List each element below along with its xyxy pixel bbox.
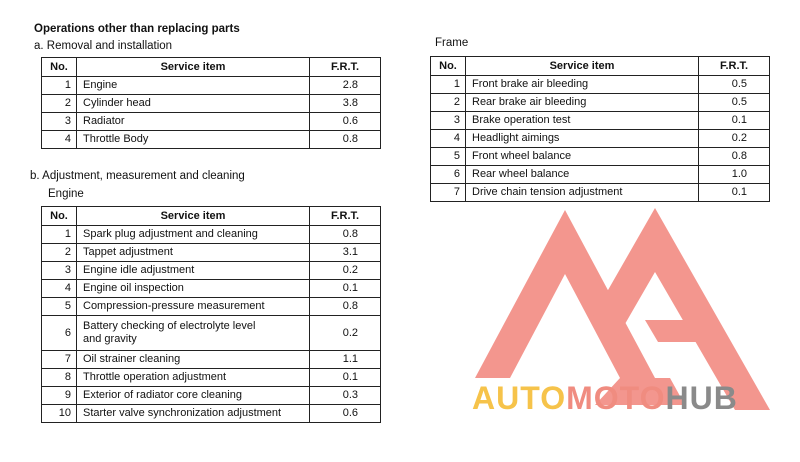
- row-frt: 0.1: [699, 184, 770, 202]
- table-row: [42, 226, 381, 244]
- page-heading: Operations other than replacing parts: [34, 23, 240, 35]
- row-no: 2: [42, 95, 77, 113]
- row-frt: 0.8: [310, 298, 381, 316]
- row-no: 3: [431, 112, 466, 130]
- table-row: [42, 316, 381, 351]
- col-no-header: No.: [42, 207, 77, 226]
- row-frt: 0.2: [310, 262, 381, 280]
- row-frt: 0.2: [310, 316, 381, 351]
- frame-label: Frame: [435, 37, 469, 49]
- row-item: Starter valve synchronization adjustment: [77, 405, 310, 423]
- row-no: 5: [42, 298, 77, 316]
- table-row: [42, 244, 381, 262]
- row-frt: 0.1: [310, 369, 381, 387]
- row-no: 2: [42, 244, 77, 262]
- row-no: 3: [42, 262, 77, 280]
- logo-inner-bar: [645, 320, 722, 342]
- table-header-row: [42, 207, 381, 226]
- table-row: [431, 76, 770, 94]
- row-no: 6: [42, 316, 77, 351]
- row-frt: 3.1: [310, 244, 381, 262]
- row-frt: 0.1: [699, 112, 770, 130]
- row-frt: 3.8: [310, 95, 381, 113]
- table-row: [42, 131, 381, 149]
- table-row: [431, 130, 770, 148]
- row-no: 4: [42, 131, 77, 149]
- row-frt: 1.1: [310, 351, 381, 369]
- row-no: 7: [42, 351, 77, 369]
- col-no-header: No.: [42, 58, 77, 77]
- row-frt: 2.8: [310, 77, 381, 95]
- row-frt: 0.6: [310, 113, 381, 131]
- row-no: 6: [431, 166, 466, 184]
- table-row: [431, 148, 770, 166]
- row-item: Engine oil inspection: [77, 280, 310, 298]
- row-no: 4: [431, 130, 466, 148]
- row-item: Front wheel balance: [466, 148, 699, 166]
- col-frt-header: F.R.T.: [310, 58, 381, 77]
- watermark-brand-text: [472, 380, 738, 417]
- row-item: Drive chain tension adjustment: [466, 184, 699, 202]
- row-no: 1: [42, 226, 77, 244]
- brand-part-hub: HUB: [665, 380, 738, 416]
- row-item: Rear brake air bleeding: [466, 94, 699, 112]
- row-frt: 0.5: [699, 76, 770, 94]
- row-item: Front brake air bleeding: [466, 76, 699, 94]
- row-no: 2: [431, 94, 466, 112]
- brand-part-auto: AUTO: [472, 380, 567, 416]
- row-no: 7: [431, 184, 466, 202]
- table-row: [431, 184, 770, 202]
- engine-label: Engine: [48, 188, 84, 200]
- col-item-header: Service item: [77, 58, 310, 77]
- row-frt: 0.6: [310, 405, 381, 423]
- table-row: [42, 369, 381, 387]
- table-header-row: [42, 58, 381, 77]
- row-frt: 0.1: [310, 280, 381, 298]
- row-item: Engine idle adjustment: [77, 262, 310, 280]
- row-item: Spark plug adjustment and cleaning: [77, 226, 310, 244]
- col-frt-header: F.R.T.: [699, 57, 770, 76]
- table-row: [42, 280, 381, 298]
- table-row: [42, 95, 381, 113]
- row-item-line1: Battery checking of electrolyte level: [83, 320, 256, 332]
- row-no: 1: [42, 77, 77, 95]
- section-b-label: b. Adjustment, measurement and cleaning: [30, 170, 245, 182]
- row-item: Engine: [77, 77, 310, 95]
- row-frt: 0.2: [699, 130, 770, 148]
- removal-installation-table: [41, 57, 381, 149]
- row-item: Oil strainer cleaning: [77, 351, 310, 369]
- table-row: [431, 94, 770, 112]
- table-row: [42, 262, 381, 280]
- table-row: [42, 387, 381, 405]
- row-no: 10: [42, 405, 77, 423]
- row-item: Compression-pressure measurement: [77, 298, 310, 316]
- row-frt: 0.8: [699, 148, 770, 166]
- row-item: Brake operation test: [466, 112, 699, 130]
- row-no: 8: [42, 369, 77, 387]
- row-item: Exterior of radiator core cleaning: [77, 387, 310, 405]
- table-row: [431, 112, 770, 130]
- row-item: Cylinder head: [77, 95, 310, 113]
- table-row: [42, 351, 381, 369]
- row-no: 3: [42, 113, 77, 131]
- row-item: [77, 316, 310, 351]
- table-header-row: [431, 57, 770, 76]
- row-frt: 0.8: [310, 131, 381, 149]
- table-row: [42, 113, 381, 131]
- row-frt: 0.5: [699, 94, 770, 112]
- section-a-label: a. Removal and installation: [34, 40, 173, 52]
- col-frt-header: F.R.T.: [310, 207, 381, 226]
- frame-table: [430, 56, 770, 202]
- engine-adjustment-table: [41, 206, 381, 423]
- row-no: 4: [42, 280, 77, 298]
- row-no: 1: [431, 76, 466, 94]
- row-frt: 0.8: [310, 226, 381, 244]
- table-row: [42, 298, 381, 316]
- col-item-header: Service item: [466, 57, 699, 76]
- table-row: [431, 166, 770, 184]
- row-no: 5: [431, 148, 466, 166]
- brand-part-moto: MOTO: [566, 380, 666, 416]
- row-frt: 1.0: [699, 166, 770, 184]
- row-frt: 0.3: [310, 387, 381, 405]
- row-no: 9: [42, 387, 77, 405]
- table-row: [42, 405, 381, 423]
- row-item: Throttle operation adjustment: [77, 369, 310, 387]
- row-item: Headlight aimings: [466, 130, 699, 148]
- row-item: Throttle Body: [77, 131, 310, 149]
- row-item: Rear wheel balance: [466, 166, 699, 184]
- row-item: Radiator: [77, 113, 310, 131]
- row-item-line2: and gravity: [83, 333, 137, 345]
- table-row: [42, 77, 381, 95]
- col-no-header: No.: [431, 57, 466, 76]
- col-item-header: Service item: [77, 207, 310, 226]
- row-item: Tappet adjustment: [77, 244, 310, 262]
